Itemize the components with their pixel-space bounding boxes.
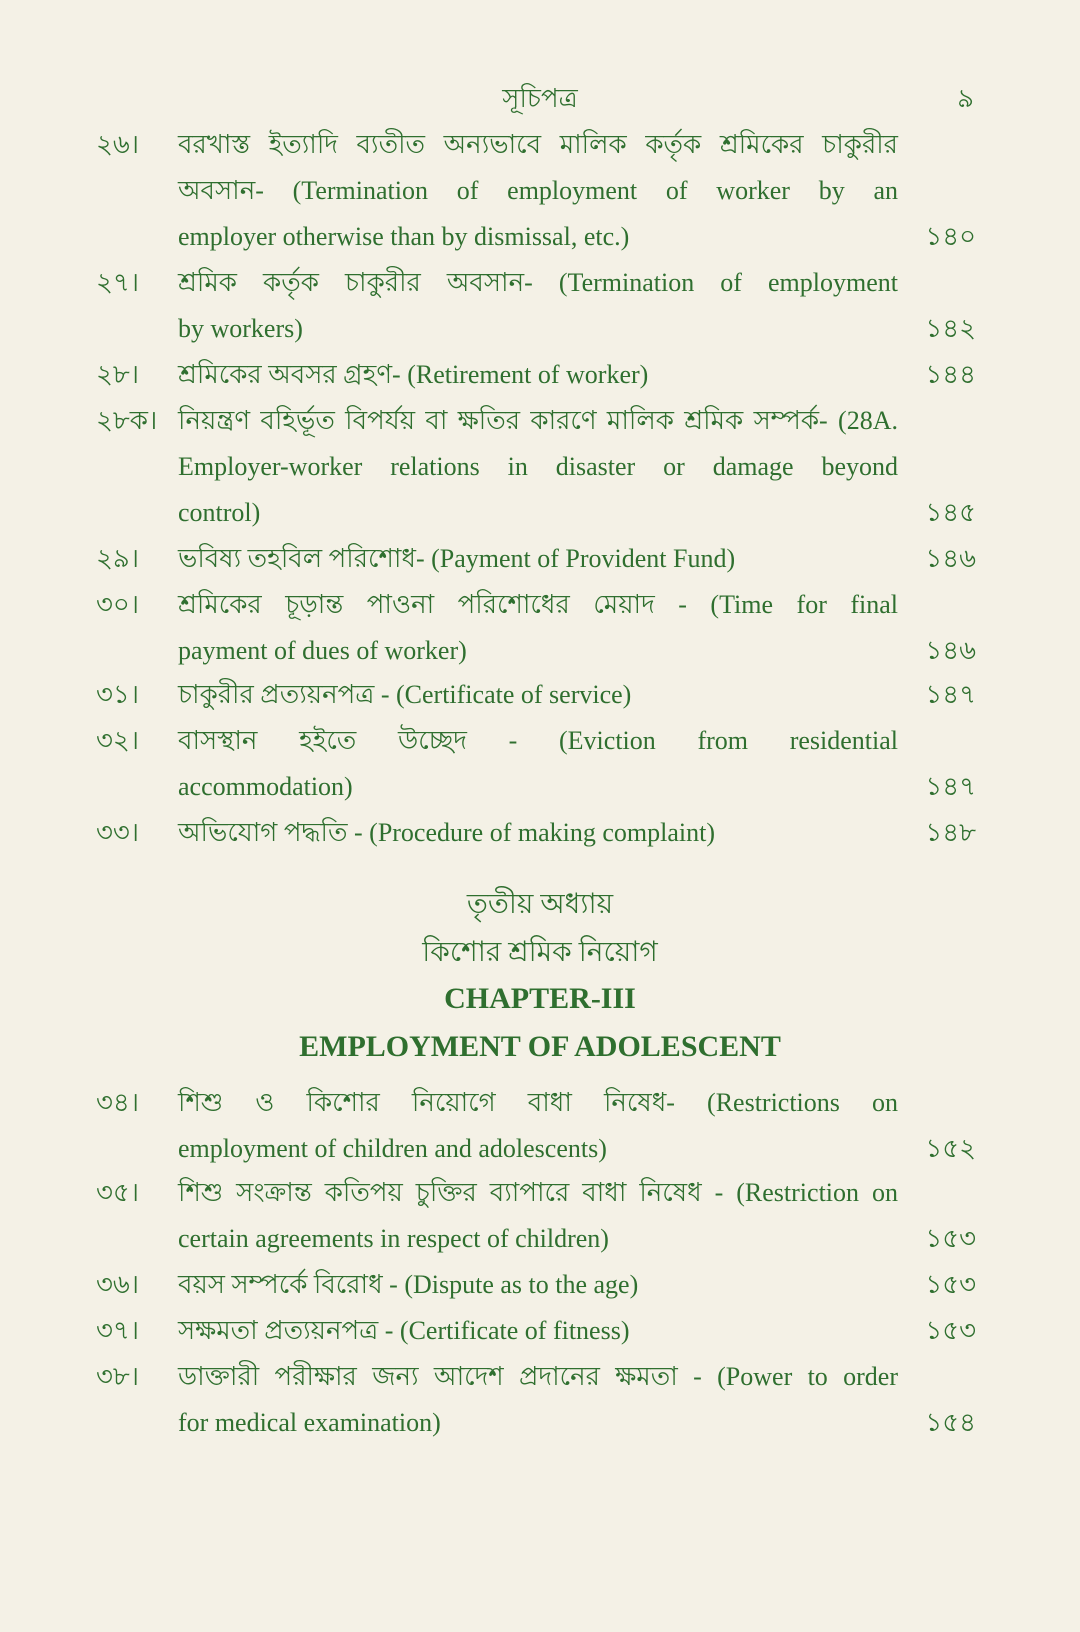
section-page-number: ১৪৬ xyxy=(925,544,976,573)
section-title-line: control) xyxy=(178,498,261,527)
section-number: ৩৫। xyxy=(96,1178,140,1207)
section-number: ৩৪। xyxy=(96,1088,140,1117)
section-title-line: accommodation) xyxy=(178,772,353,801)
section-title-line: বাসস্থান হইতে উচ্ছেদ - (Eviction from residential xyxy=(178,726,898,755)
section-page-number: ১৫৩ xyxy=(925,1270,976,1299)
section-title-line: by workers) xyxy=(178,314,303,343)
section-title-line: চাকুরীর প্রত্যয়নপত্র - (Certificate of service) xyxy=(178,680,632,709)
section-page-number: ১৪৭ xyxy=(925,772,976,801)
section-page-number: ১৫৩ xyxy=(925,1224,976,1253)
page-header xyxy=(0,78,1080,118)
section-number: ৩৮। xyxy=(96,1362,140,1391)
section-title-line: নিয়ন্ত্রণ বহির্ভূত বিপর্যয় বা ক্ষতির কারণে মালিক শ্রমিক সম্পর্ক- (28A. xyxy=(178,406,898,435)
section-title-line: অবসান- (Termination of employment of worker by an xyxy=(178,176,898,205)
section-number: ২৯। xyxy=(96,544,140,573)
section-title-line: শিশু ও কিশোর নিয়োগে বাধা নিষেধ- (Restrictions on xyxy=(178,1088,898,1117)
section-page-number: ১৪৮ xyxy=(925,818,976,847)
section-number: ৩৭। xyxy=(96,1316,140,1345)
section-page-number: ১৪০ xyxy=(925,222,976,251)
section-page-number: ১৫৩ xyxy=(925,1316,976,1345)
section-number: ৩০। xyxy=(96,590,140,619)
section-title-line: Employer-worker relations in disaster or damage beyond xyxy=(178,452,898,481)
section-title-line: employment of children and adolescents) xyxy=(178,1134,607,1163)
section-page-number: ১৫২ xyxy=(925,1134,976,1163)
chapter-bn-subtitle: কিশোর শ্রমিক নিয়োগ xyxy=(422,937,658,968)
chapter-bn-title: তৃতীয় অধ্যায় xyxy=(466,889,614,920)
section-page-number: ১৪২ xyxy=(925,314,976,343)
section-number: ২৬। xyxy=(96,130,140,159)
page-number: ৯ xyxy=(957,84,974,113)
section-title-line: certain agreements in respect of children) xyxy=(178,1224,609,1253)
section-page-number: ১৪৭ xyxy=(925,680,976,709)
section-title-line: অভিযোগ পদ্ধতি - (Procedure of making complaint) xyxy=(178,818,715,847)
section-title-line: বরখাস্ত ইত্যাদি ব্যতীত অন্যভাবে মালিক কর্তৃক শ্রমিকের চাকুরীর xyxy=(178,130,898,159)
section-title-line: employer otherwise than by dismissal, etc.) xyxy=(178,222,630,251)
section-title-line: বয়স সম্পর্কে বিরোধ - (Dispute as to the age) xyxy=(178,1270,639,1299)
section-page-number: ১৫৪ xyxy=(925,1408,976,1437)
section-title-line: শ্রমিকের চূড়ান্ত পাওনা পরিশোধের মেয়াদ - (Time for final xyxy=(178,590,898,619)
section-page-number: ১৪৬ xyxy=(925,636,976,665)
section-number: ২৭। xyxy=(96,268,140,297)
section-number: ৩২। xyxy=(96,726,140,755)
section-number: ২৮ক। xyxy=(96,406,158,435)
section-title-line: শ্রমিকের অবসর গ্রহণ- (Retirement of worker) xyxy=(178,360,649,389)
section-title-line: শিশু সংক্রান্ত কতিপয় চুক্তির ব্যাপারে বাধা নিষেধ - (Restriction on xyxy=(178,1178,898,1207)
section-title-line: payment of dues of worker) xyxy=(178,636,467,665)
section-number: ৩৩। xyxy=(96,818,140,847)
chapter-en-subtitle: EMPLOYMENT OF ADOLESCENT xyxy=(299,1030,781,1063)
section-title-line: ভবিষ্য তহবিল পরিশোধ- (Payment of Provident Fund) xyxy=(178,544,736,573)
section-number: ২৮। xyxy=(96,360,140,389)
section-page-number: ১৪৪ xyxy=(925,360,976,389)
section-title-line: শ্রমিক কর্তৃক চাকুরীর অবসান- (Termination of employment xyxy=(178,268,898,297)
page-title: সূচিপত্র xyxy=(502,84,578,113)
section-page-number: ১৪৫ xyxy=(925,498,976,527)
section-title-line: for medical examination) xyxy=(178,1408,441,1437)
section-number: ৩১। xyxy=(96,680,140,709)
section-number: ৩৬। xyxy=(96,1270,140,1299)
section-title-line: সক্ষমতা প্রত্যয়নপত্র - (Certificate of fitness) xyxy=(178,1316,630,1345)
section-title-line: ডাক্তারী পরীক্ষার জন্য আদেশ প্রদানের ক্ষমতা - (Power to order xyxy=(178,1362,898,1391)
chapter-en-title: CHAPTER-III xyxy=(444,982,636,1015)
